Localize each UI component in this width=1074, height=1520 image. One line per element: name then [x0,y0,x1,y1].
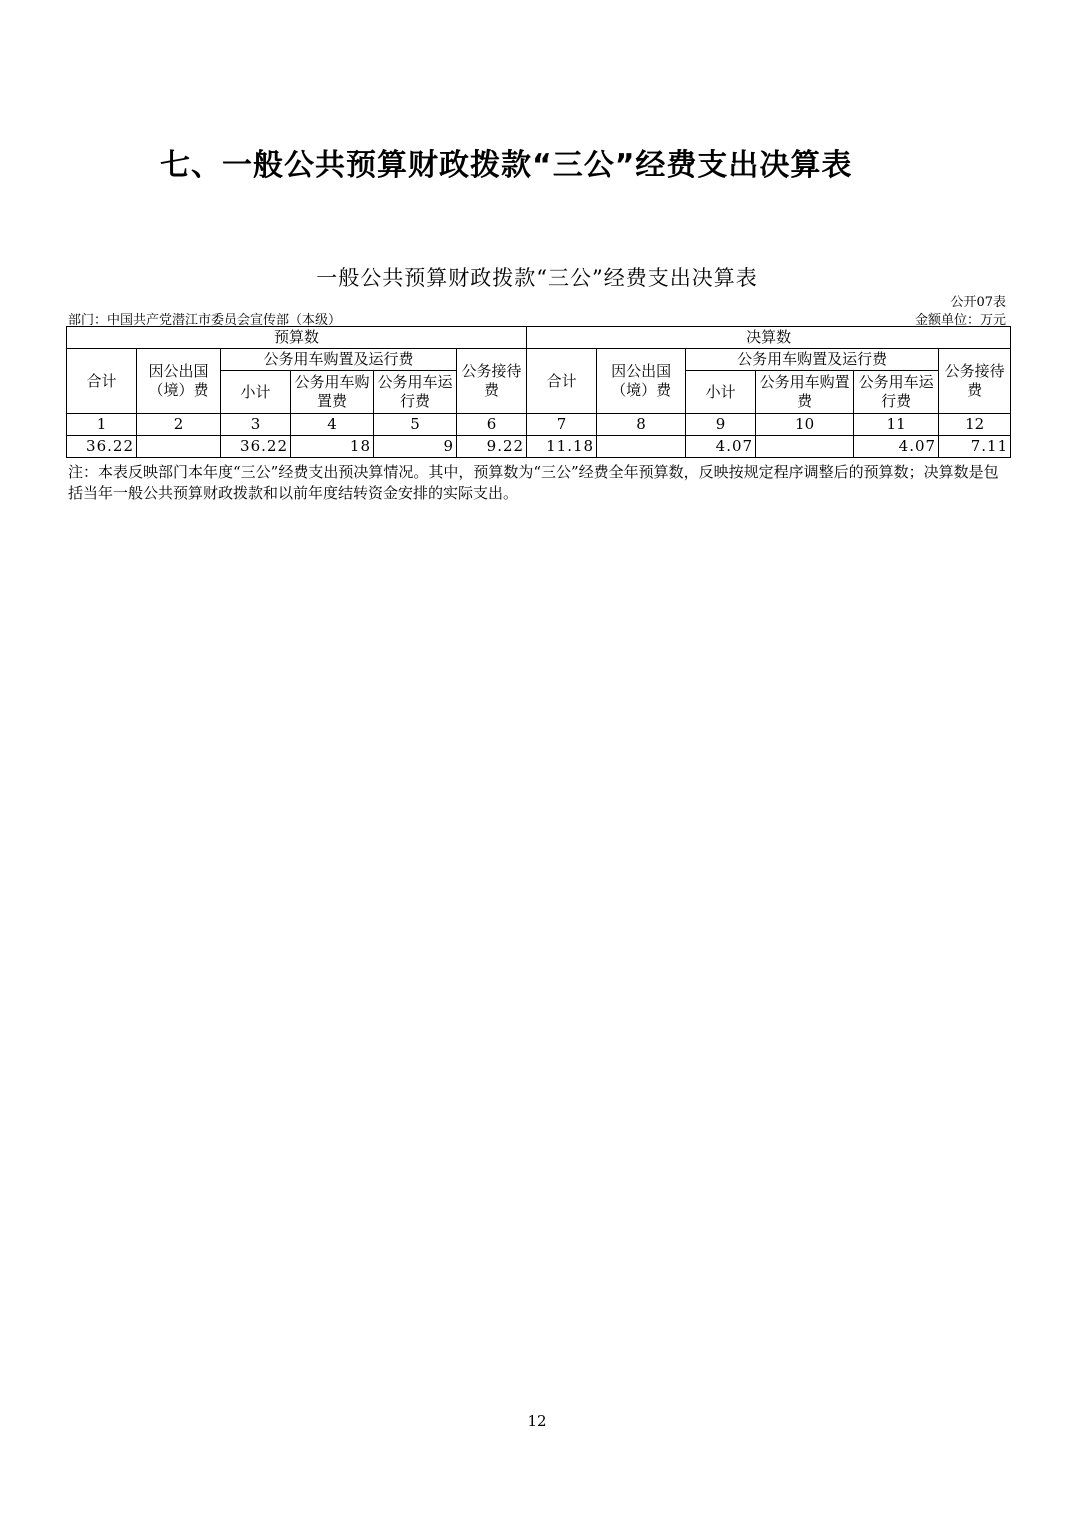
header-subtotal-budget: 小计 [221,371,291,414]
column-number: 2 [137,414,221,436]
value-cell [597,436,686,458]
header-reception-budget: 公务接待费 [457,349,527,414]
page-heading: 七、一般公共预算财政拨款“三公”经费支出决算表 [160,148,853,183]
column-number: 9 [686,414,756,436]
group-header-final: 决算数 [527,327,1011,349]
value-cell: 18 [291,436,374,458]
value-cell: 4.07 [854,436,939,458]
column-number: 11 [854,414,939,436]
form-code: 公开07表 [950,295,1006,310]
value-cell [137,436,221,458]
table-note: 注：本表反映部门本年度“三公”经费支出预决算情况。其中，预算数为“三公”经费全年预算数，反映按规定程序调整后的预算数；决算数是包括当年一般公共预算财政拨款和以前年度结转资金安排的实际支出。 [68,463,999,502]
table-title: 一般公共预算财政拨款“三公”经费支出决算表 [316,266,758,290]
value-cell: 36.22 [221,436,291,458]
header-abroad-budget: 因公出国（境）费 [137,349,221,414]
value-cell [756,436,854,458]
header-operation-final: 公务用车运行费 [854,371,939,414]
header-reception-final: 公务接待费 [939,349,1011,414]
header-purchase-budget: 公务用车购置费 [291,371,374,414]
column-number: 5 [374,414,457,436]
page-number: 12 [527,1412,547,1430]
header-total-final: 合计 [527,349,597,414]
header-total-budget: 合计 [67,349,137,414]
column-number-row [67,414,1011,436]
value-cell: 9 [374,436,457,458]
column-number: 6 [457,414,527,436]
column-number: 12 [939,414,1011,436]
header-vehicle-budget: 公务用车购置及运行费 [221,349,457,371]
table-row [67,436,1011,458]
header-purchase-final: 公务用车购置费 [756,371,854,414]
header-subtotal-final: 小计 [686,371,756,414]
value-cell: 36.22 [67,436,137,458]
header-abroad-final: 因公出国（境）费 [597,349,686,414]
value-cell: 11.18 [527,436,597,458]
column-number: 7 [527,414,597,436]
value-cell: 9.22 [457,436,527,458]
expense-table [66,326,1011,458]
column-number: 4 [291,414,374,436]
value-cell: 4.07 [686,436,756,458]
column-number: 8 [597,414,686,436]
department-label: 部门：中国共产党潜江市委员会宣传部（本级） [68,313,342,328]
unit-label: 金额单位：万元 [914,313,1006,328]
group-header-budget: 预算数 [67,327,527,349]
column-number: 3 [221,414,291,436]
column-number: 10 [756,414,854,436]
header-operation-budget: 公务用车运行费 [374,371,457,414]
column-number: 1 [67,414,137,436]
header-vehicle-final: 公务用车购置及运行费 [686,349,939,371]
value-cell: 7.11 [939,436,1011,458]
